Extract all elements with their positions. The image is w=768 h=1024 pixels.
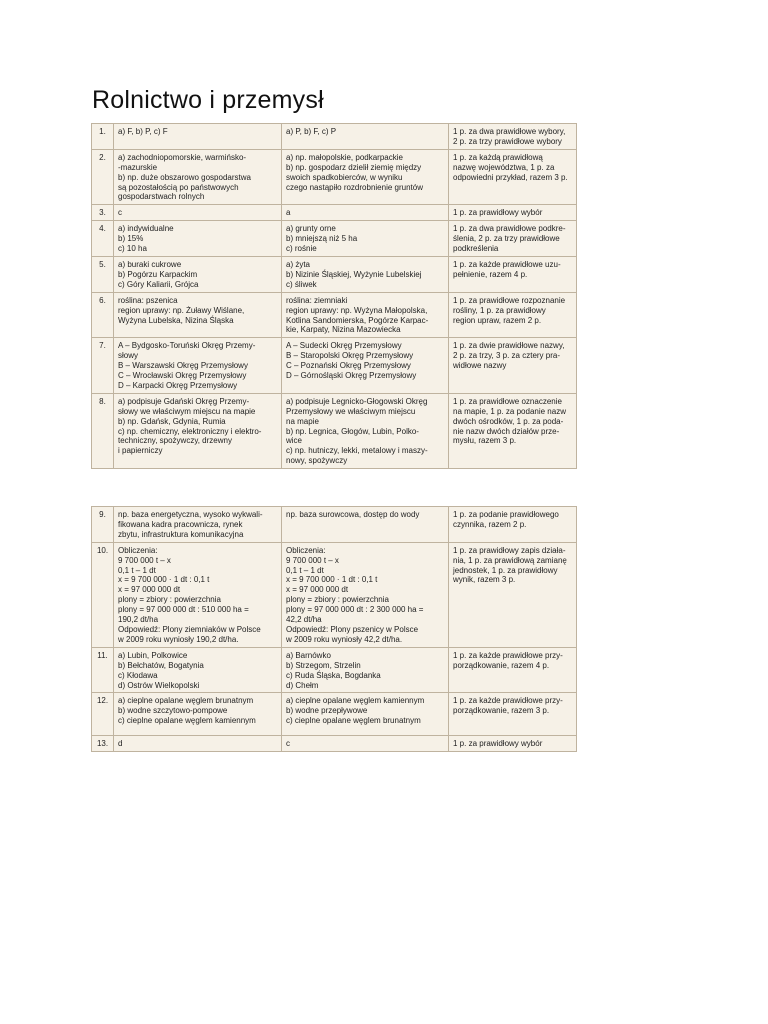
answer-version-a: Obliczenia: 9 700 000 t – x 0,1 t – 1 dt x = 9 700 000 · 1 dt : 0,1 t x = 97 000 000 dt plony = zbiory : powierzchnia plony = 97 000 000 dt : 510 000 ha = 190,2 dt/ha Odpowiedź: Plony ziemniaków w Polsce w 2009 roku wyniosły 190,2 dt/ha.: [114, 542, 282, 647]
answer-version-a: a) F, b) P, c) F: [114, 124, 282, 150]
answer-version-a: a) indywidualne b) 15% c) 10 ha: [114, 221, 282, 257]
answer-version-b: c: [282, 736, 449, 752]
table-row: [92, 542, 577, 647]
answer-version-a: A – Bydgosko-Toruński Okręg Przemy- słowy B – Warszawski Okręg Przemysłowy C – Wrocławski Okręg Przemysłowy D – Karpacki Okręg Przemysłowy: [114, 338, 282, 394]
scoring-rule: 1 p. za prawidłowy zapis działa- nia, 1 p. za prawidłową zamianę jednostek, 1 p. za prawidłowy wynik, razem 3 p.: [449, 542, 577, 647]
table-row: [92, 221, 577, 257]
answer-version-b: a) podpisuje Legnicko-Głogowski Okręg Przemysłowy we właściwym miejscu na mapie b) np. Legnica, Głogów, Lubin, Polko- wice c) np. hutniczy, lekki, metalowy i maszy- nowy, spożywczy: [282, 393, 449, 468]
table-row: [92, 149, 577, 205]
table-row: [92, 647, 577, 693]
task-number: 13.: [92, 736, 114, 752]
scoring-rule: 1 p. za podanie prawidłowego czynnika, razem 2 p.: [449, 507, 577, 543]
table-row: [92, 693, 577, 736]
task-number: 6.: [92, 292, 114, 338]
answer-version-a: a) zachodniopomorskie, warmińsko- -mazurskie b) np. duże obszarowo gospodarstwa są pozostałością po państwowych gospodarstwach rolnych: [114, 149, 282, 205]
answer-version-b: a) żyta b) Nizinie Śląskiej, Wyżynie Lubelskiej c) śliwek: [282, 256, 449, 292]
table-row: [92, 736, 577, 752]
task-number: 1.: [92, 124, 114, 150]
scoring-rule: 1 p. za prawidłowy wybór: [449, 736, 577, 752]
answer-version-a: np. baza energetyczna, wysoko wykwali- fikowana kadra pracownicza, rynek zbytu, infrastruktura komunikacyjna: [114, 507, 282, 543]
page-title: Rolnictwo i przemysł: [92, 86, 324, 114]
task-number: 12.: [92, 693, 114, 736]
scoring-rule: 1 p. za prawidłowy wybór: [449, 205, 577, 221]
table-row: [92, 393, 577, 468]
scoring-rule: 1 p. za prawidłowe rozpoznanie rośliny, 1 p. za prawidłowy region upraw, razem 2 p.: [449, 292, 577, 338]
answer-version-a: c: [114, 205, 282, 221]
table-row: [92, 205, 577, 221]
answer-version-a: a) cieplne opalane węglem brunatnym b) wodne szczytowo-pompowe c) cieplne opalane węglem kamiennym: [114, 693, 282, 736]
answer-version-b: Obliczenia: 9 700 000 t – x 0,1 t – 1 dt x = 9 700 000 · 1 dt : 0,1 t x = 97 000 000 dt plony = zbiory : powierzchnia plony = 97 000 000 dt : 2 300 000 ha = 42,2 dt/ha Odpowiedź: Plony pszenicy w Polsce w 2009 roku wyniosły 42,2 dt/ha.: [282, 542, 449, 647]
task-number: 2.: [92, 149, 114, 205]
task-number: 8.: [92, 393, 114, 468]
answer-version-b: a) np. małopolskie, podkarpackie b) np. gospodarz dzielił ziemię między swoich spadkobierców, w wyniku czego nastąpiło rozdrobnienie gruntów: [282, 149, 449, 205]
answer-version-a: a) podpisuje Gdański Okręg Przemy- słowy we właściwym miejscu na mapie b) np. Gdańsk, Gdynia, Rumia c) np. chemiczny, elektroniczny i elektro- techniczny, spożywczy, drzewny i papierniczy: [114, 393, 282, 468]
task-number: 3.: [92, 205, 114, 221]
table-row: [92, 256, 577, 292]
answer-table-1: [91, 123, 577, 469]
answer-version-a: a) Lubin, Polkowice b) Bełchatów, Bogatynia c) Kłodawa d) Ostrów Wielkopolski: [114, 647, 282, 693]
task-number: 5.: [92, 256, 114, 292]
task-number: 11.: [92, 647, 114, 693]
table-row: [92, 124, 577, 150]
answer-version-a: a) buraki cukrowe b) Pogórzu Karpackim c) Góry Kaliarii, Grójca: [114, 256, 282, 292]
scoring-rule: 1 p. za każde prawidłowe uzu- pełnienie, razem 4 p.: [449, 256, 577, 292]
scoring-rule: 1 p. za każde prawidłowe przy- porządkowanie, razem 4 p.: [449, 647, 577, 693]
answer-version-a: d: [114, 736, 282, 752]
answer-version-b: np. baza surowcowa, dostęp do wody: [282, 507, 449, 543]
table-row: [92, 338, 577, 394]
answer-version-b: A – Sudecki Okręg Przemysłowy B – Staropolski Okręg Przemysłowy C – Poznański Okręg Przemysłowy D – Górnośląski Okręg Przemysłowy: [282, 338, 449, 394]
answer-version-b: a: [282, 205, 449, 221]
answer-version-b: a) Barnówko b) Strzegom, Strzelin c) Ruda Śląska, Bogdanka d) Chełm: [282, 647, 449, 693]
answer-version-a: roślina: pszenica region uprawy: np. Żuławy Wiślane, Wyżyna Lubelska, Nizina Śląska: [114, 292, 282, 338]
task-number: 9.: [92, 507, 114, 543]
table-row: [92, 507, 577, 543]
scoring-rule: 1 p. za każde prawidłowe przy- porządkowanie, razem 3 p.: [449, 693, 577, 736]
task-number: 7.: [92, 338, 114, 394]
answer-version-b: a) P, b) F, c) P: [282, 124, 449, 150]
scoring-rule: 1 p. za dwie prawidłowe nazwy, 2 p. za trzy, 3 p. za cztery pra- widłowe nazwy: [449, 338, 577, 394]
scoring-rule: 1 p. za dwa prawidłowe wybory, 2 p. za trzy prawidłowe wybory: [449, 124, 577, 150]
scoring-rule: 1 p. za prawidłowe oznaczenie na mapie, 1 p. za podanie nazw dwóch ośrodków, 1 p. za poda- nie nazw dwóch działów prze- mysłu, razem 3 p.: [449, 393, 577, 468]
answer-version-b: a) grunty orne b) mniejszą niż 5 ha c) rośnie: [282, 221, 449, 257]
scoring-rule: 1 p. za dwa prawidłowe podkre- ślenia, 2 p. za trzy prawidłowe podkreślenia: [449, 221, 577, 257]
answer-version-b: roślina: ziemniaki region uprawy: np. Wyżyna Małopolska, Kotlina Sandomierska, Pogórze Karpac- kie, Karpaty, Nizina Mazowiecka: [282, 292, 449, 338]
task-number: 10.: [92, 542, 114, 647]
scoring-rule: 1 p. za każdą prawidłową nazwę województwa, 1 p. za odpowiedni przykład, razem 3 p.: [449, 149, 577, 205]
answer-table-2: [91, 506, 577, 752]
table-row: [92, 292, 577, 338]
task-number: 4.: [92, 221, 114, 257]
answer-version-b: a) cieplne opalane węglem kamiennym b) wodne przepływowe c) cieplne opalane węglem brunatnym: [282, 693, 449, 736]
